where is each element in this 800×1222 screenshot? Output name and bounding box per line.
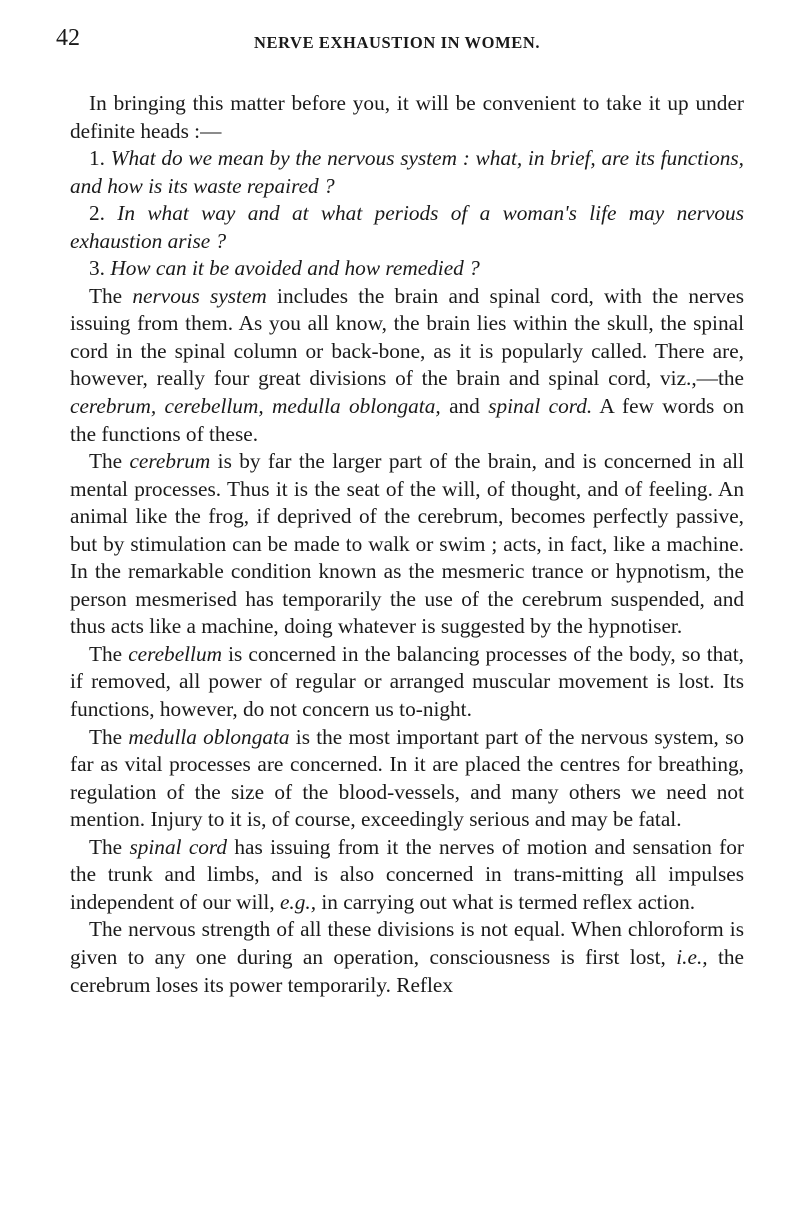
paragraph-cerebellum	[70, 641, 744, 724]
text-run: in carrying out what is termed reflex action.	[316, 889, 696, 914]
paragraph-cerebrum	[70, 448, 744, 641]
text-run: is concerned in the balancing processes of the body, so that, if removed, all power of regular or arranged muscular movement is lost. Its functions, however, do not concern us to-night.	[70, 641, 744, 722]
text-run: The	[89, 641, 129, 666]
question-2	[70, 200, 744, 255]
text-run: and	[440, 394, 489, 419]
text-run: A few words on the functions of these.	[70, 394, 744, 446]
italic-term: medulla oblongata	[128, 724, 290, 749]
text-run: The	[89, 449, 130, 474]
question-1	[70, 145, 744, 200]
question-number: 1.	[89, 146, 105, 171]
paragraph-nervous-strength	[70, 916, 744, 999]
text-run: is by far the larger part of the brain, and is concerned in all mental processes. Thus it is the seat of the will, of thought, and of feeling. An animal like the frog, if deprived of the cerebrum, becomes perfectly passive, but by stimulation can be made to walk or swim ; acts, in fact, like a machine. In the remarkable condition known as the mesmeric trance or hypnotism, the person mesmerised has temporarily the use of the cerebrum suspended, and thus acts like a machine, doing whatever is suggested by the hypnotiser.	[70, 449, 744, 639]
text-run: The	[89, 283, 133, 308]
paragraph-nervous-system	[70, 283, 744, 448]
paragraph-spinal-cord	[70, 834, 744, 917]
text-run: the cerebrum loses its power temporarily. Reflex	[70, 944, 744, 997]
paragraph-medulla-oblongata	[70, 724, 744, 834]
italic-term: nervous system	[132, 283, 267, 308]
text-run: The nervous strength of all these divisions is not equal. When chloroform is given to any one during an operation, consciousness is first lost,	[70, 917, 744, 969]
page-number: 42	[56, 25, 80, 51]
question-3	[70, 255, 744, 283]
question-text: How can it be avoided and how remedied ?	[110, 256, 480, 281]
body-text	[70, 90, 744, 999]
italic-term: spinal cord.	[488, 394, 593, 419]
italic-term: cerebrum, cerebellum, medulla oblongata,	[70, 394, 441, 419]
running-head: NERVE EXHAUSTION IN WOMEN.	[254, 33, 541, 52]
italic-term: cerebrum	[129, 449, 211, 474]
question-number: 3.	[89, 256, 105, 281]
text-run: has issuing from it the nerves of motion and sensation for the trunk and limbs, and is also concerned in trans-mitting all impulses independent of our will,	[70, 834, 745, 914]
text-run: The	[89, 834, 130, 859]
page-header	[56, 24, 740, 54]
question-text: What do we mean by the nervous system : what, in brief, are its functions, and how is its waste repaired ?	[70, 146, 745, 198]
italic-term: spinal cord	[129, 834, 228, 859]
question-text: In what way and at what periods of a woman's life may nervous exhaustion arise ?	[70, 201, 744, 253]
italic-term: i.e.,	[676, 944, 708, 969]
text-run: The	[89, 724, 129, 749]
intro-paragraph: In bringing this matter before you, it will be convenient to take it up under definite heads :—	[70, 91, 744, 143]
text-run: includes the brain and spinal cord, with the nerves issuing from them. As you all know, the brain lies within the skull, the spinal cord in the spinal column or back-bone, as it is popularly called. There are, however, really four great divisions of the brain and spinal cord, viz.,—the	[70, 283, 744, 391]
text-run: is the most important part of the nervous system, so far as vital processes are concerned. In it are placed the centres for breathing, regulation of the size of the blood-vessels, and many others we need not mention. Injury to it is, of course, exceedingly serious and may be fatal.	[70, 724, 745, 832]
question-number: 2.	[89, 201, 105, 226]
italic-term: e.g.,	[279, 889, 317, 914]
italic-term: cerebellum	[128, 641, 223, 666]
